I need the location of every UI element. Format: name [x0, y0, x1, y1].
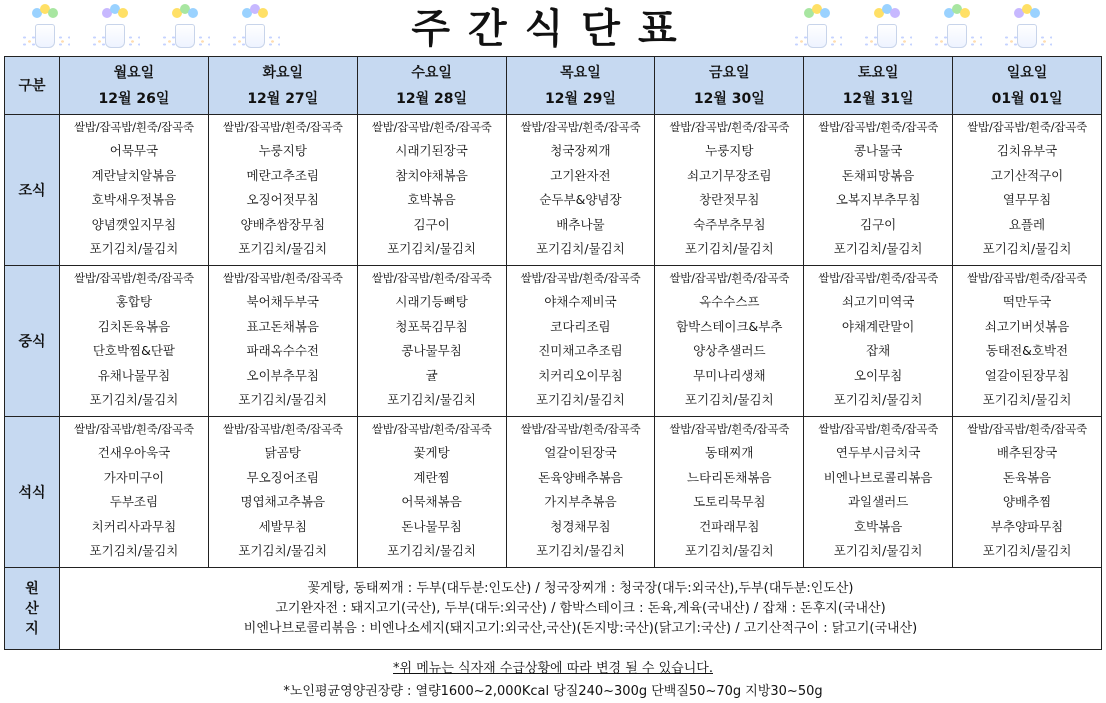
flower-pot-decoration-icon — [870, 4, 904, 50]
menu-item: 오이무침 — [853, 367, 903, 383]
origin-label — [5, 568, 60, 650]
menu-item: 어묵채볶음 — [401, 494, 462, 510]
day-date: 01월 01일 — [991, 90, 1063, 107]
menu-item: 창란젓무침 — [699, 192, 760, 208]
menu-cell-thu — [506, 266, 655, 417]
menu-item: 얼갈이된장무침 — [984, 367, 1070, 383]
menu-item: 쇠고기버섯볶음 — [984, 318, 1070, 334]
menu-item: 양념깻잎지무침 — [91, 216, 177, 232]
menu-item: 포기김치/물김치 — [536, 543, 625, 559]
menu-item: 김구이 — [413, 216, 450, 232]
menu-item: 열무무침 — [1002, 192, 1052, 208]
menu-item: 쌀밥/잡곡밥/흰죽/잡곡죽 — [818, 271, 939, 285]
menu-cell-sat — [804, 266, 953, 417]
menu-item: 포기김치/물김치 — [684, 392, 774, 408]
origin-label-char: 지 — [25, 620, 39, 637]
menu-item: 포기김치/물김치 — [89, 392, 179, 408]
menu-item: 쌀밥/잡곡밥/흰죽/잡곡죽 — [967, 422, 1087, 436]
day-date: 12월 26일 — [98, 90, 170, 107]
menu-item: 쌀밥/잡곡밥/흰죽/잡곡죽 — [520, 120, 641, 134]
menu-cell-sat — [804, 115, 953, 266]
menu-item: 포기김치/물김치 — [833, 392, 923, 408]
menu-item: 두부조림 — [109, 494, 159, 510]
header-day-thu — [506, 57, 655, 115]
menu-item: 콩나물국 — [853, 143, 903, 158]
menu-item: 쌀밥/잡곡밥/흰죽/잡곡죽 — [371, 271, 492, 285]
menu-item: 쌀밥/잡곡밥/흰죽/잡곡죽 — [520, 422, 641, 436]
meal-label: 조식 — [5, 115, 60, 266]
menu-cell-wed — [357, 115, 506, 266]
menu-item: 포기김치/물김치 — [536, 241, 625, 257]
day-date: 12월 31일 — [842, 90, 914, 107]
header-day-mon — [60, 57, 209, 115]
menu-item: 느타리돈채볶음 — [687, 469, 772, 485]
menu-item: 청포묵김무침 — [395, 318, 468, 334]
menu-cell-thu — [506, 417, 655, 568]
origin-info — [60, 568, 1102, 650]
menu-item: 진미채고추조림 — [538, 343, 623, 359]
menu-item: 돈육양배추볶음 — [538, 469, 623, 485]
menu-item: 유채나물무침 — [97, 367, 171, 383]
header-gubun: 구분 — [5, 57, 60, 115]
menu-item: 포기김치/물김치 — [238, 241, 328, 257]
menu-item: 오징어젓무침 — [246, 192, 319, 208]
menu-item: 쌀밥/잡곡밥/흰죽/잡곡죽 — [669, 422, 790, 436]
menu-item: 청경채무침 — [550, 518, 611, 534]
menu-cell-fri — [655, 115, 804, 266]
menu-cell-thu — [506, 115, 655, 266]
day-name: 화요일 — [262, 64, 304, 81]
menu-item: 코다리조림 — [550, 318, 611, 334]
menu-item: 쌀밥/잡곡밥/흰죽/잡곡죽 — [222, 120, 343, 134]
menu-item: 닭곰탕 — [264, 445, 301, 460]
menu-cell-wed — [357, 417, 506, 568]
menu-item: 명엽채고추볶음 — [240, 494, 326, 510]
menu-item: 귤 — [425, 367, 438, 383]
menu-item: 쌀밥/잡곡밥/흰죽/잡곡죽 — [222, 422, 343, 436]
page-title: 주간식단표 — [411, 6, 695, 52]
menu-item: 돈채피망볶음 — [841, 167, 915, 183]
menu-item: 어묵무국 — [109, 143, 159, 158]
menu-item: 쌀밥/잡곡밥/흰죽/잡곡죽 — [74, 271, 194, 285]
menu-item: 돈나물무침 — [401, 518, 462, 534]
menu-item: 순두부&양념장 — [539, 192, 622, 208]
menu-cell-wed — [357, 266, 506, 417]
menu-item: 포기김치/물김치 — [387, 241, 476, 257]
origin-label-char: 산 — [25, 600, 39, 617]
menu-cell-mon — [60, 417, 209, 568]
menu-item: 요플레 — [1008, 216, 1046, 232]
menu-item: 포기김치/물김치 — [833, 543, 923, 559]
menu-item: 쌀밥/잡곡밥/흰죽/잡곡죽 — [371, 422, 492, 436]
menu-item: 김치유부국 — [996, 143, 1058, 158]
day-name: 수요일 — [411, 64, 452, 81]
menu-item: 동태전&호박전 — [985, 343, 1069, 359]
header-day-wed — [357, 57, 506, 115]
menu-item: 계란날치알볶음 — [91, 167, 177, 183]
menu-cell-fri — [655, 417, 804, 568]
header-day-fri — [655, 57, 804, 115]
menu-item: 포기김치/물김치 — [387, 543, 476, 559]
menu-item: 연두부시금치국 — [835, 445, 921, 460]
header-day-tue — [208, 57, 357, 115]
menu-item: 떡만두국 — [1002, 294, 1052, 309]
menu-cell-sun — [953, 417, 1102, 568]
menu-item: 호박볶음 — [853, 518, 903, 534]
menu-item: 오복지부추무침 — [835, 192, 921, 208]
menu-item: 포기김치/물김치 — [684, 543, 774, 559]
menu-item: 쌀밥/잡곡밥/흰죽/잡곡죽 — [818, 120, 939, 134]
menu-item: 김구이 — [860, 216, 897, 232]
menu-item: 고기산적구이 — [990, 167, 1064, 183]
origin-line: 비엔나브로콜리볶음 : 비엔나소세지(돼지고기:외국산,국산)(돈지방:국산)(닭고기:국산) / 고기산적구이 : 닭고기(국내산) — [243, 620, 918, 636]
flower-pot-decoration-icon — [28, 4, 62, 50]
menu-item: 포기김치/물김치 — [982, 241, 1072, 257]
menu-cell-mon — [60, 266, 209, 417]
menu-item: 포기김치/물김치 — [89, 241, 179, 257]
menu-item: 포기김치/물김치 — [536, 392, 625, 408]
title-banner — [0, 0, 1106, 56]
menu-item: 쌀밥/잡곡밥/흰죽/잡곡죽 — [520, 271, 641, 285]
menu-item: 쌀밥/잡곡밥/흰죽/잡곡죽 — [967, 120, 1087, 134]
nutrition-recommendation: *노인평균영양권장량 : 열량1600~2,000Kcal 당질240~300g 단백질50~70g 지방30~50g — [283, 684, 823, 699]
header-day-sat — [804, 57, 953, 115]
menu-cell-sun — [953, 115, 1102, 266]
menu-item: 호박새우젓볶음 — [91, 192, 177, 208]
menu-item: 옥수수스프 — [699, 294, 760, 309]
menu-item: 홍합탕 — [115, 294, 153, 309]
day-date: 12월 29일 — [545, 90, 616, 107]
menu-item: 고기완자전 — [550, 167, 611, 183]
menu-item: 포기김치/물김치 — [833, 241, 923, 257]
menu-item: 양배추찜 — [1002, 494, 1052, 510]
menu-item: 동태찌개 — [705, 445, 754, 460]
menu-change-notice: *위 메뉴는 식자재 수급상황에 따라 변경 될 수 있습니다. — [393, 661, 713, 676]
menu-item: 양상추샐러드 — [693, 343, 766, 359]
menu-cell-sun — [953, 266, 1102, 417]
menu-item: 부추양파무침 — [990, 518, 1064, 534]
menu-item: 포기김치/물김치 — [387, 392, 476, 408]
meal-label: 석식 — [5, 417, 60, 568]
menu-item: 치커리오이무침 — [538, 367, 623, 383]
menu-item: 치커리사과무침 — [91, 518, 177, 534]
menu-item: 단호박찜&단팥 — [92, 343, 176, 359]
menu-item: 과일샐러드 — [847, 494, 909, 510]
flower-pot-decoration-icon — [98, 4, 132, 50]
menu-item: 누룽지탕 — [705, 143, 754, 158]
origin-line: 꽃게탕, 동태찌개 : 두부(대두분:인도산) / 청국장찌개 : 청국장(대두:외국산),두부(대두분:인도산) — [307, 580, 854, 596]
menu-item: 쇠고기무장조림 — [687, 167, 772, 183]
menu-item: 돈육볶음 — [1002, 469, 1052, 485]
menu-item: 가지부추볶음 — [544, 494, 617, 510]
menu-cell-fri — [655, 266, 804, 417]
menu-item: 포기김치/물김치 — [238, 392, 328, 408]
menu-item: 포기김치/물김치 — [982, 392, 1072, 408]
menu-item: 포기김치/물김치 — [684, 241, 774, 257]
menu-item: 쌀밥/잡곡밥/흰죽/잡곡죽 — [74, 120, 194, 134]
day-name: 토요일 — [857, 64, 899, 81]
menu-item: 오이부추무침 — [246, 367, 319, 383]
meal-row — [5, 266, 1102, 417]
menu-item: 쇠고기미역국 — [841, 294, 915, 309]
menu-item: 포기김치/물김치 — [982, 543, 1072, 559]
menu-item: 표고돈채볶음 — [246, 318, 319, 334]
menu-item: 쌀밥/잡곡밥/흰죽/잡곡죽 — [967, 271, 1087, 285]
menu-item: 호박볶음 — [407, 192, 456, 208]
menu-item: 계란찜 — [413, 469, 450, 485]
menu-item: 청국장찌개 — [550, 143, 611, 158]
meal-row — [5, 417, 1102, 568]
menu-cell-sat — [804, 417, 953, 568]
origin-row — [5, 568, 1102, 650]
weekly-menu-table — [4, 56, 1102, 650]
menu-item: 잡채 — [866, 343, 891, 359]
menu-item: 포기김치/물김치 — [238, 543, 328, 559]
menu-item: 쌀밥/잡곡밥/흰죽/잡곡죽 — [222, 271, 343, 285]
menu-item: 도토리묵무침 — [693, 494, 766, 510]
menu-item: 북어채두부국 — [246, 294, 319, 309]
flower-pot-decoration-icon — [168, 4, 202, 50]
menu-item: 쌀밥/잡곡밥/흰죽/잡곡죽 — [74, 422, 194, 436]
header-row — [5, 57, 1102, 115]
origin-label-char: 원 — [25, 580, 39, 597]
menu-item: 얼갈이된장국 — [544, 445, 617, 460]
menu-item: 숙주부추무침 — [693, 216, 766, 232]
menu-item: 세발무침 — [258, 518, 307, 534]
menu-item: 건새우아욱국 — [97, 445, 171, 460]
flower-pot-decoration-icon — [940, 4, 974, 50]
flower-pot-decoration-icon — [800, 4, 834, 50]
menu-item: 야채수제비국 — [544, 294, 617, 309]
menu-item: 비엔나브로콜리볶음 — [823, 469, 933, 485]
day-date: 12월 27일 — [247, 90, 319, 107]
menu-item: 쌀밥/잡곡밥/흰죽/잡곡죽 — [669, 120, 790, 134]
menu-item: 파래옥수수전 — [246, 343, 319, 359]
menu-item: 무미나리생채 — [693, 367, 766, 383]
menu-item: 콩나물무침 — [401, 343, 462, 359]
menu-item: 야채계란말이 — [841, 318, 915, 334]
flower-pot-decoration-icon — [238, 4, 272, 50]
menu-item: 메란고추조림 — [246, 167, 319, 183]
menu-cell-mon — [60, 115, 209, 266]
day-date: 12월 30일 — [693, 90, 765, 107]
origin-line: 고기완자전 : 돼지고기(국산), 두부(대두:외국산) / 함박스테이크 : 돈육,계육(국내산) / 잡채 : 돈후지(국내산) — [275, 600, 886, 616]
menu-item: 포기김치/물김치 — [89, 543, 179, 559]
menu-item: 꽃게탕 — [413, 445, 450, 460]
menu-item: 무오징어조림 — [246, 469, 319, 485]
menu-item: 시래기등뼈탕 — [395, 294, 468, 309]
header-day-sun — [953, 57, 1102, 115]
menu-item: 쌀밥/잡곡밥/흰죽/잡곡죽 — [818, 422, 939, 436]
menu-item: 건파래무침 — [699, 518, 760, 534]
menu-item: 양배추쌈장무침 — [240, 216, 326, 232]
day-name: 월요일 — [113, 64, 155, 81]
menu-cell-tue — [208, 115, 357, 266]
menu-item: 가자미구이 — [103, 469, 165, 485]
menu-cell-tue — [208, 417, 357, 568]
menu-item: 누룽지탕 — [258, 143, 307, 158]
meal-label: 중식 — [5, 266, 60, 417]
menu-item: 함박스테이크&부추 — [676, 318, 783, 334]
menu-item: 쌀밥/잡곡밥/흰죽/잡곡죽 — [669, 271, 790, 285]
day-name: 금요일 — [709, 64, 750, 81]
menu-cell-tue — [208, 266, 357, 417]
flower-pot-decoration-icon — [1010, 4, 1044, 50]
menu-item: 쌀밥/잡곡밥/흰죽/잡곡죽 — [371, 120, 492, 134]
day-date: 12월 28일 — [396, 90, 468, 107]
meal-row — [5, 115, 1102, 266]
menu-item: 배추나물 — [556, 216, 605, 232]
day-name: 목요일 — [560, 64, 601, 81]
menu-item: 참치야채볶음 — [395, 167, 468, 183]
day-name: 일요일 — [1006, 64, 1048, 81]
menu-item: 배추된장국 — [996, 445, 1058, 460]
menu-item: 김치돈육볶음 — [97, 318, 171, 334]
menu-item: 시래기된장국 — [395, 143, 468, 158]
